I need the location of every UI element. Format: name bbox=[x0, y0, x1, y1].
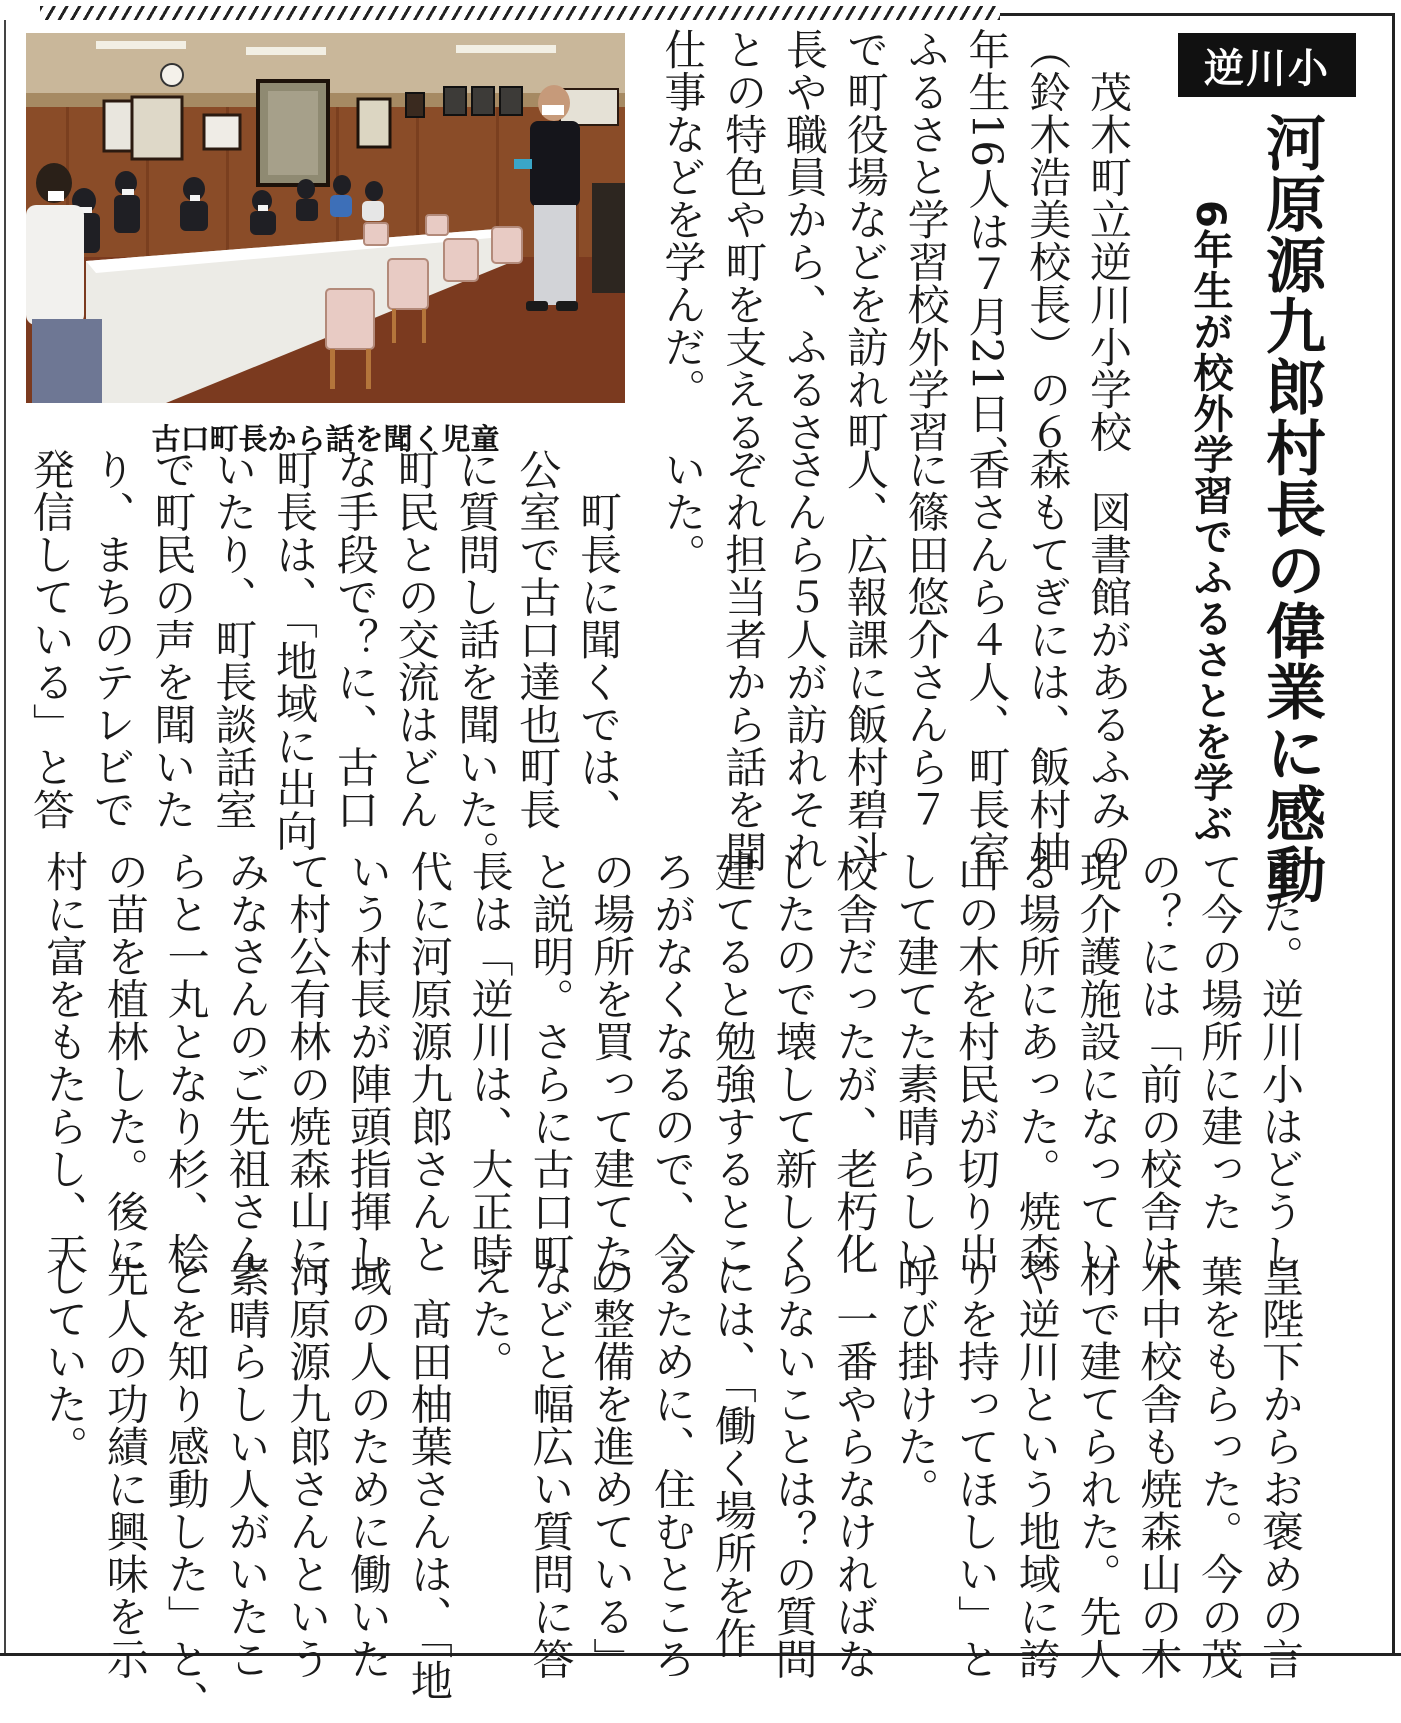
frame-left-rule bbox=[4, 20, 6, 1655]
body-paragraph-2: 図書館があるふみの 森もてぎには、飯村柚 香さんら４人、町長室 に篠田悠介さんら７ 人、広報課に飯村碧斗 さんら５人が訪れそれ ぞれ担当者から話を聞 いた。 bbox=[658, 448, 1133, 873]
photo-caption: 古口町長から話を聞く児童 bbox=[151, 422, 500, 456]
school-label: 逆川小 bbox=[1178, 33, 1356, 97]
body-paragraph-1: 茂木町立逆川小学校 （鈴木浩美校長）の６ 年生16人は７月21日、 ふるさと学習校外学習 で町役場などを訪れ町 長や職員から、ふるさ との特色や町を支える 仕事などを学んだ。 bbox=[658, 28, 1133, 477]
frame-right-rule bbox=[1392, 13, 1395, 1653]
subheadline: 6年生が校外学習でふるさとを学ぶ bbox=[1187, 200, 1233, 844]
body-paragraph-3: 町長に聞くでは、 公室で古口達也町長 に質問し話を聞いた。 町民との交流はどん な手段で？に、古口 町長は、「地域に出向 いたり、町長談話室 で町民の声を聞いた り、まちのテレビで 発信している」と答 bbox=[26, 448, 623, 873]
body-paragraph-5: 皇陛下からお褒めの言 葉をもらった。今の茂 木中校舎も焼森山の木 材で建てられた。先人 や逆川という地域に誇 りを持ってほしい」と 呼び掛けた。 一番やらなければな らないことは？の質問 には、「働く場所を作 るために、住むところ の整備を進めている」 などと幅広い質問に答 えた。 髙田柚葉さんは、「地 域の人のために働いた 河原源九郎さんという 素晴らしい人がいたこ とを知り感動した」と、 先人の功績に興味を示 していた。 bbox=[40, 1255, 1305, 1723]
frame-top-rule bbox=[1000, 13, 1395, 16]
decorative-hatch-border bbox=[40, 6, 1000, 20]
article-photo bbox=[26, 33, 625, 403]
body-paragraph-4: えた。逆川小はどうし て今の場所に建った の？には「前の校舎は、 現介護施設になってい る場所にあった。焼森 山の木を村民が切り出 して建てた素晴らしい 校舎だったが、老朽化 したので壊して新しく 建てると勉強するとこ ろがなくなるので、今 の場所を買って建てた」 と説明。さらに古口町 長は「逆川は、大正時 代に河原源九郎さんと いう村長が陣頭指揮し て村公有林の焼森山に、 みなさんのご先祖さん らと一丸となり杉、桧 の苗を植林した。後に 村に富をもたらし、天 bbox=[40, 850, 1305, 1318]
headline: 河原源九郎村長の偉業に感動 bbox=[1256, 112, 1326, 905]
